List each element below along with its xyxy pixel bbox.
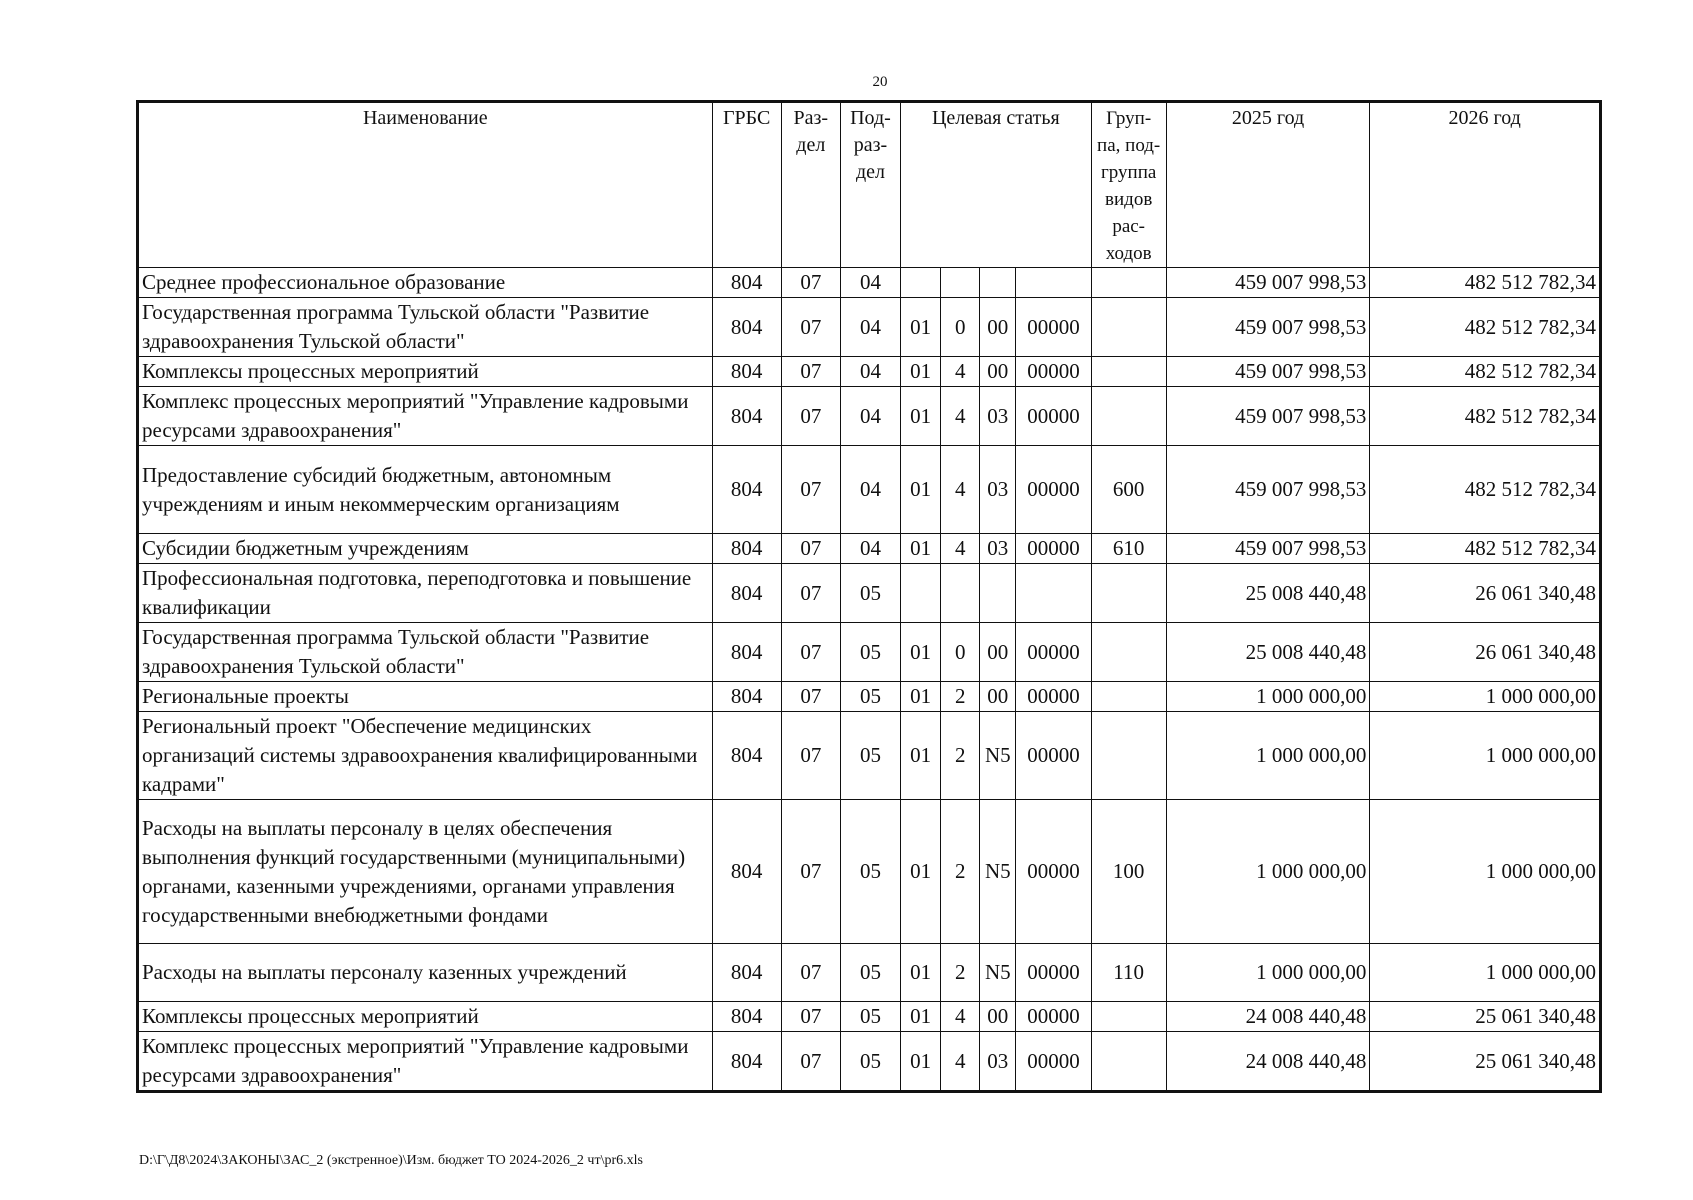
- row-target-type: 4: [941, 1002, 980, 1032]
- row-target-direction: 00000: [1016, 1002, 1091, 1032]
- row-target-direction: 00000: [1016, 446, 1091, 534]
- row-podrazdel: 05: [840, 944, 900, 1002]
- row-amount-2025: 25 008 440,48: [1166, 564, 1370, 623]
- row-target-subprogram: 03: [980, 446, 1016, 534]
- row-podrazdel: 04: [840, 534, 900, 564]
- row-target-type: 0: [941, 623, 980, 682]
- row-grbs: 804: [712, 1002, 781, 1032]
- row-target-direction: 00000: [1016, 298, 1091, 357]
- row-target-program: 01: [901, 446, 941, 534]
- row-amount-2026: 482 512 782,34: [1370, 534, 1601, 564]
- header-razdel: Раз- дел: [781, 102, 840, 268]
- row-target-direction: 00000: [1016, 682, 1091, 712]
- row-expense-group: 100: [1091, 800, 1166, 944]
- row-target-direction: [1016, 564, 1091, 623]
- row-razdel: 07: [781, 1002, 840, 1032]
- row-grbs: 804: [712, 944, 781, 1002]
- row-amount-2026: 1 000 000,00: [1370, 712, 1601, 800]
- row-target-direction: 00000: [1016, 800, 1091, 944]
- header-expense-group: Груп- па, под- группа видов рас- ходов: [1091, 102, 1166, 268]
- row-expense-group: [1091, 682, 1166, 712]
- row-target-type: 4: [941, 387, 980, 446]
- row-grbs: 804: [712, 534, 781, 564]
- row-amount-2026: 25 061 340,48: [1370, 1032, 1601, 1092]
- row-expense-group: 110: [1091, 944, 1166, 1002]
- row-amount-2026: 25 061 340,48: [1370, 1002, 1601, 1032]
- row-target-type: [941, 564, 980, 623]
- row-razdel: 07: [781, 623, 840, 682]
- row-name: Профессиональная подготовка, переподготовка и повышение квалификации: [138, 564, 713, 623]
- row-expense-group: [1091, 712, 1166, 800]
- row-target-subprogram: 03: [980, 387, 1016, 446]
- row-amount-2025: 24 008 440,48: [1166, 1032, 1370, 1092]
- row-target-subprogram: 00: [980, 682, 1016, 712]
- row-amount-2025: 459 007 998,53: [1166, 268, 1370, 298]
- row-razdel: 07: [781, 800, 840, 944]
- row-grbs: 804: [712, 387, 781, 446]
- row-podrazdel: 04: [840, 357, 900, 387]
- row-grbs: 804: [712, 1032, 781, 1092]
- row-target-type: 4: [941, 1032, 980, 1092]
- row-target-type: 4: [941, 534, 980, 564]
- header-name: Наименование: [138, 102, 713, 268]
- row-razdel: 07: [781, 1032, 840, 1092]
- row-target-program: 01: [901, 682, 941, 712]
- row-amount-2026: 482 512 782,34: [1370, 446, 1601, 534]
- row-amount-2026: 482 512 782,34: [1370, 387, 1601, 446]
- row-podrazdel: 04: [840, 268, 900, 298]
- row-amount-2025: 459 007 998,53: [1166, 387, 1370, 446]
- table-header-row: [138, 102, 1601, 268]
- row-expense-group: [1091, 298, 1166, 357]
- row-target-subprogram: 03: [980, 1032, 1016, 1092]
- row-podrazdel: 05: [840, 1002, 900, 1032]
- row-target-program: 01: [901, 623, 941, 682]
- row-target-type: 2: [941, 712, 980, 800]
- row-name: Комплекс процессных мероприятий "Управление кадровыми ресурсами здравоохранения": [138, 387, 713, 446]
- row-target-direction: 00000: [1016, 1032, 1091, 1092]
- row-razdel: 07: [781, 446, 840, 534]
- row-amount-2026: 1 000 000,00: [1370, 944, 1601, 1002]
- table-row: [138, 298, 1601, 357]
- row-razdel: 07: [781, 298, 840, 357]
- row-amount-2025: 25 008 440,48: [1166, 623, 1370, 682]
- row-podrazdel: 05: [840, 712, 900, 800]
- row-amount-2025: 459 007 998,53: [1166, 446, 1370, 534]
- row-expense-group: [1091, 1002, 1166, 1032]
- row-podrazdel: 05: [840, 564, 900, 623]
- row-podrazdel: 05: [840, 800, 900, 944]
- row-amount-2026: 482 512 782,34: [1370, 268, 1601, 298]
- table-row: [138, 800, 1601, 944]
- budget-table: [136, 100, 1602, 1093]
- row-expense-group: [1091, 268, 1166, 298]
- row-razdel: 07: [781, 534, 840, 564]
- row-target-subprogram: 00: [980, 623, 1016, 682]
- row-target-type: 4: [941, 446, 980, 534]
- header-grbs: ГРБС: [712, 102, 781, 268]
- table-row: [138, 1002, 1601, 1032]
- row-razdel: 07: [781, 564, 840, 623]
- row-target-program: 01: [901, 357, 941, 387]
- row-target-type: 0: [941, 298, 980, 357]
- footer-file-path: D:\Г\Д8\2024\ЗАКОНЫ\ЗАС_2 (экстренное)\Изм. бюджет ТО 2024-2026_2 чт\pr6.xls: [139, 1153, 643, 1168]
- row-target-program: 01: [901, 1032, 941, 1092]
- row-name: Расходы на выплаты персоналу в целях обеспечения выполнения функций государственными (муниципальными) органами, казенными учреждениями, органами управления государственными внебюджетными фондами: [138, 800, 713, 944]
- table-row: [138, 623, 1601, 682]
- row-name: Среднее профессиональное образование: [138, 268, 713, 298]
- row-target-program: 01: [901, 712, 941, 800]
- row-target-program: [901, 564, 941, 623]
- row-expense-group: [1091, 387, 1166, 446]
- row-name: Комплексы процессных мероприятий: [138, 1002, 713, 1032]
- row-name: Комплексы процессных мероприятий: [138, 357, 713, 387]
- row-razdel: 07: [781, 944, 840, 1002]
- row-grbs: 804: [712, 800, 781, 944]
- row-amount-2025: 459 007 998,53: [1166, 357, 1370, 387]
- row-target-direction: 00000: [1016, 944, 1091, 1002]
- row-name: Комплекс процессных мероприятий "Управление кадровыми ресурсами здравоохранения": [138, 1032, 713, 1092]
- row-name: Региональный проект "Обеспечение медицинских организаций системы здравоохранения квалифицированными кадрами": [138, 712, 713, 800]
- row-podrazdel: 05: [840, 682, 900, 712]
- row-amount-2026: 482 512 782,34: [1370, 357, 1601, 387]
- row-name: Региональные проекты: [138, 682, 713, 712]
- row-amount-2025: 1 000 000,00: [1166, 800, 1370, 944]
- row-name: Субсидии бюджетным учреждениям: [138, 534, 713, 564]
- table-row: [138, 564, 1601, 623]
- row-expense-group: 610: [1091, 534, 1166, 564]
- row-grbs: 804: [712, 268, 781, 298]
- table-row: [138, 268, 1601, 298]
- row-target-program: 01: [901, 800, 941, 944]
- table-row: [138, 387, 1601, 446]
- row-razdel: 07: [781, 387, 840, 446]
- header-podrazdel: Под- раз- дел: [840, 102, 900, 268]
- row-target-subprogram: 00: [980, 298, 1016, 357]
- row-expense-group: 600: [1091, 446, 1166, 534]
- header-2025: 2025 год: [1166, 102, 1370, 268]
- row-amount-2026: 26 061 340,48: [1370, 564, 1601, 623]
- row-grbs: 804: [712, 298, 781, 357]
- row-razdel: 07: [781, 268, 840, 298]
- row-grbs: 804: [712, 712, 781, 800]
- row-grbs: 804: [712, 564, 781, 623]
- row-razdel: 07: [781, 682, 840, 712]
- row-amount-2025: 24 008 440,48: [1166, 1002, 1370, 1032]
- row-expense-group: [1091, 357, 1166, 387]
- row-target-type: 2: [941, 944, 980, 1002]
- header-2026: 2026 год: [1370, 102, 1601, 268]
- row-target-program: 01: [901, 534, 941, 564]
- row-target-type: 2: [941, 800, 980, 944]
- row-amount-2026: 26 061 340,48: [1370, 623, 1601, 682]
- row-target-direction: 00000: [1016, 534, 1091, 564]
- row-podrazdel: 04: [840, 298, 900, 357]
- row-amount-2026: 1 000 000,00: [1370, 800, 1601, 944]
- table-row: [138, 534, 1601, 564]
- table-row: [138, 682, 1601, 712]
- table-row: [138, 357, 1601, 387]
- page-number: 20: [872, 74, 888, 90]
- row-grbs: 804: [712, 446, 781, 534]
- row-target-direction: 00000: [1016, 357, 1091, 387]
- row-amount-2026: 482 512 782,34: [1370, 298, 1601, 357]
- table-row: [138, 712, 1601, 800]
- row-target-direction: 00000: [1016, 387, 1091, 446]
- row-amount-2025: 1 000 000,00: [1166, 682, 1370, 712]
- row-target-subprogram: [980, 268, 1016, 298]
- row-podrazdel: 04: [840, 446, 900, 534]
- row-target-subprogram: 00: [980, 357, 1016, 387]
- row-target-subprogram: N5: [980, 712, 1016, 800]
- row-amount-2025: 459 007 998,53: [1166, 534, 1370, 564]
- row-target-program: 01: [901, 387, 941, 446]
- row-target-type: [941, 268, 980, 298]
- row-target-subprogram: 00: [980, 1002, 1016, 1032]
- row-target-program: 01: [901, 1002, 941, 1032]
- row-target-subprogram: 03: [980, 534, 1016, 564]
- row-razdel: 07: [781, 712, 840, 800]
- row-target-direction: [1016, 268, 1091, 298]
- row-target-program: [901, 268, 941, 298]
- row-amount-2025: 459 007 998,53: [1166, 298, 1370, 357]
- row-podrazdel: 05: [840, 1032, 900, 1092]
- row-target-program: 01: [901, 298, 941, 357]
- row-target-type: 4: [941, 357, 980, 387]
- row-name: Расходы на выплаты персоналу казенных учреждений: [138, 944, 713, 1002]
- row-podrazdel: 04: [840, 387, 900, 446]
- row-grbs: 804: [712, 623, 781, 682]
- row-amount-2025: 1 000 000,00: [1166, 944, 1370, 1002]
- row-grbs: 804: [712, 682, 781, 712]
- header-target-article: Целевая статья: [901, 102, 1092, 268]
- table-row: [138, 944, 1601, 1002]
- row-grbs: 804: [712, 357, 781, 387]
- row-target-subprogram: N5: [980, 800, 1016, 944]
- row-amount-2026: 1 000 000,00: [1370, 682, 1601, 712]
- row-podrazdel: 05: [840, 623, 900, 682]
- row-target-program: 01: [901, 944, 941, 1002]
- table-row: [138, 1032, 1601, 1092]
- row-expense-group: [1091, 564, 1166, 623]
- row-name: Предоставление субсидий бюджетным, автономным учреждениям и иным некоммерческим организациям: [138, 446, 713, 534]
- row-name: Государственная программа Тульской области "Развитие здравоохранения Тульской области": [138, 298, 713, 357]
- row-target-subprogram: N5: [980, 944, 1016, 1002]
- table-row: [138, 446, 1601, 534]
- row-target-direction: 00000: [1016, 712, 1091, 800]
- row-expense-group: [1091, 623, 1166, 682]
- row-amount-2025: 1 000 000,00: [1166, 712, 1370, 800]
- row-target-type: 2: [941, 682, 980, 712]
- row-razdel: 07: [781, 357, 840, 387]
- row-target-subprogram: [980, 564, 1016, 623]
- row-expense-group: [1091, 1032, 1166, 1092]
- row-name: Государственная программа Тульской области "Развитие здравоохранения Тульской области": [138, 623, 713, 682]
- row-target-direction: 00000: [1016, 623, 1091, 682]
